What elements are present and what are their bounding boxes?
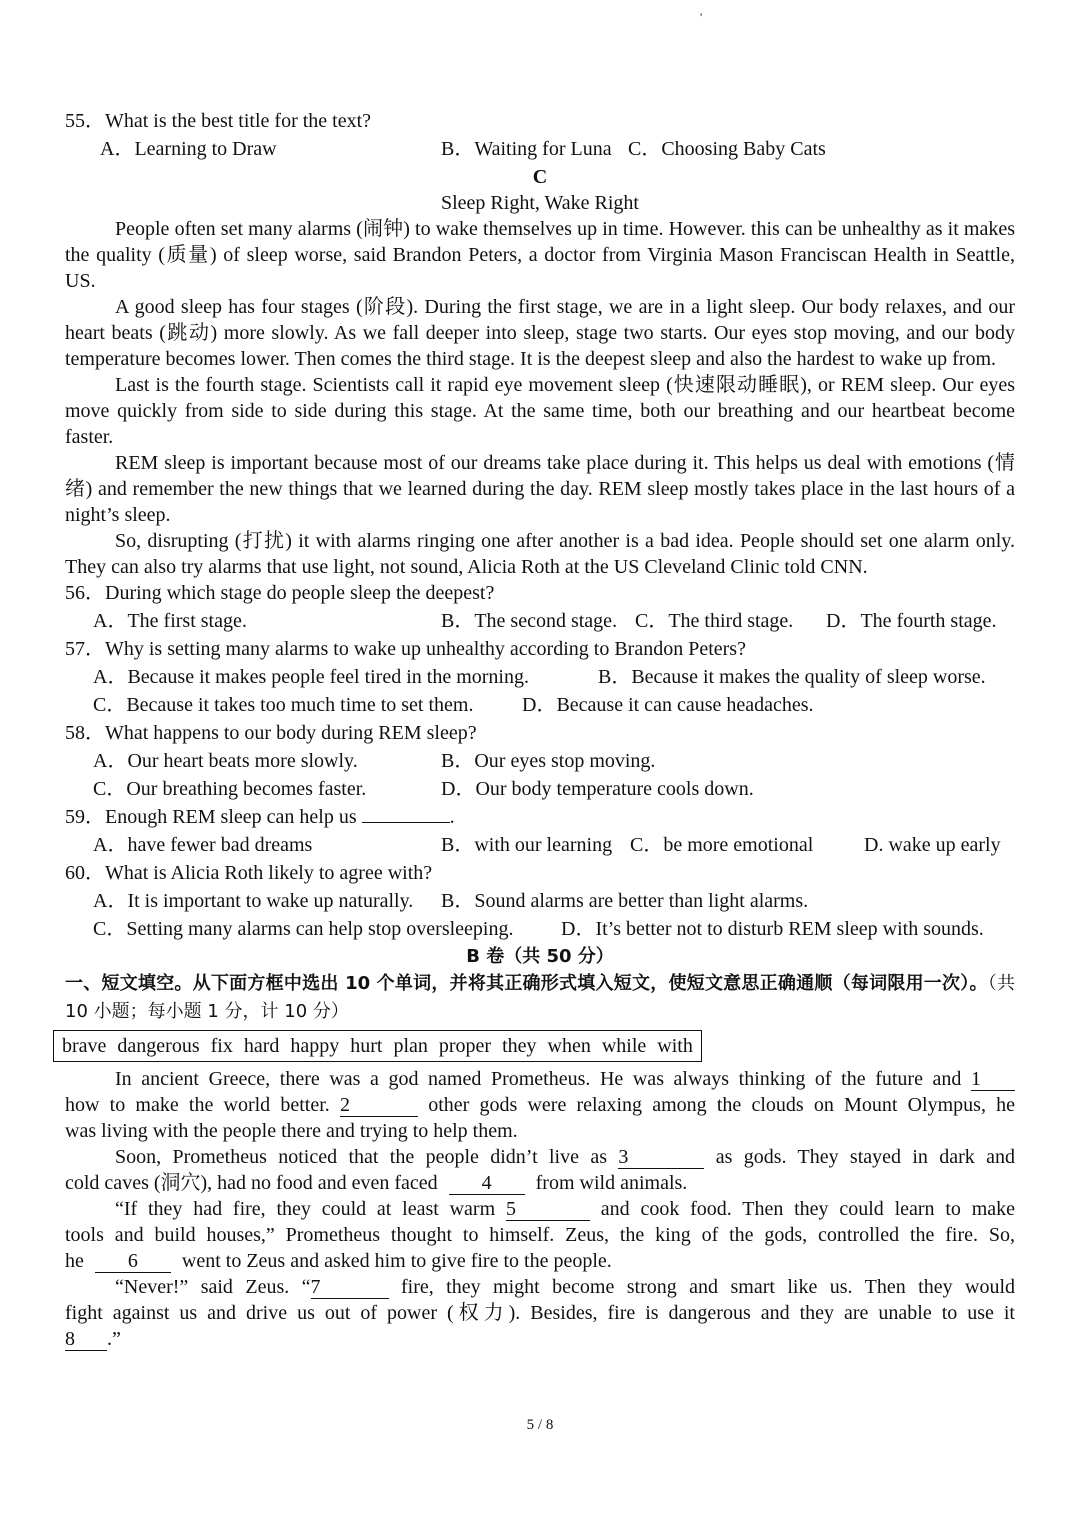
q55-option-b[interactable]: B．Waiting for Luna bbox=[441, 138, 612, 160]
q59-option-c[interactable]: C．be more emotional bbox=[630, 834, 814, 856]
cloze-line: was living with the people there and trying to help them. bbox=[65, 1120, 518, 1142]
cloze-line: tools and build houses,” Prometheus thought to himself. Zeus, the king of the gods, controlled the fire. So, bbox=[65, 1224, 1015, 1246]
q60-option-a[interactable]: A．It is important to wake up naturally. bbox=[93, 890, 414, 912]
cloze-text: went to Zeus and asked him to give fire to the people. bbox=[181, 1250, 612, 1272]
q55-option-c[interactable]: C．Choosing Baby Cats bbox=[628, 138, 826, 160]
q58-option-d[interactable]: D．Our body temperature cools down. bbox=[441, 778, 754, 800]
cloze-line bbox=[65, 1326, 1015, 1352]
instruction-score: （共 10 小题；每小题 1 分，计 10 分） bbox=[65, 973, 1016, 1022]
cloze-text: how to make the world better. bbox=[65, 1094, 330, 1116]
q58-stem: 58．What happens to our body during REM sleep? bbox=[65, 722, 477, 744]
q58-option-b[interactable]: B．Our eyes stop moving. bbox=[441, 750, 656, 772]
exam-page bbox=[62, 108, 1016, 1352]
q55-options bbox=[65, 136, 1015, 164]
q59-option-a[interactable]: A．have fewer bad dreams bbox=[93, 834, 313, 856]
q60-options-row2 bbox=[65, 916, 1015, 944]
q59-stem-text: 59．Enough REM sleep can help us bbox=[65, 806, 357, 828]
passage-title: Sleep Right, Wake Right bbox=[440, 192, 639, 214]
cloze-blank-6[interactable]: 6 bbox=[95, 1250, 171, 1273]
cloze-blank-3[interactable]: 3 bbox=[618, 1146, 704, 1169]
instruction-bold: 一、短文填空。从下面方框中选出 10 个单词，并将其正确形式填入短文，使短文意思正确通顺（每词限用一次）。 bbox=[65, 973, 988, 994]
cloze-text: he bbox=[65, 1250, 84, 1272]
q60-option-b[interactable]: B．Sound alarms are better than light alarms. bbox=[441, 890, 809, 912]
cloze-text: Soon, Prometheus noticed that the people didn’t live as bbox=[115, 1146, 607, 1168]
cloze-blank-5[interactable]: 5 bbox=[506, 1198, 590, 1221]
passage-paragraph: A good sleep has four stages (阶段). During the first stage, we are in a light sleep. Our body relaxes, and our heart beats (跳动) more slowly. As we fall deeper into sleep, stage two starts. Our eyes stop moving, and our body temperature becomes lower. Then comes the third stage. It is the deepest sleep and also the hardest to wake up from. bbox=[65, 296, 1015, 370]
cloze-line bbox=[65, 1248, 1015, 1274]
q59-option-d[interactable]: D. wake up early bbox=[864, 834, 1001, 856]
stray-mark: ' bbox=[700, 10, 703, 24]
q60-option-c[interactable]: C．Setting many alarms can help stop oversleeping. bbox=[93, 918, 514, 940]
cloze-line bbox=[65, 1092, 1015, 1118]
cloze-text: “If they had fire, they could at least warm bbox=[115, 1198, 496, 1220]
q60-option-d[interactable]: D．It’s better not to disturb REM sleep with sounds. bbox=[561, 918, 984, 940]
passage-c-body bbox=[65, 216, 1015, 580]
cloze-text: cold caves (洞穴), had no food and even faced bbox=[65, 1172, 438, 1194]
cloze-blank-1[interactable]: 1 bbox=[971, 1068, 1015, 1091]
part-b-instruction bbox=[65, 970, 1015, 1026]
q58-options-row2 bbox=[65, 776, 1015, 804]
cloze-line bbox=[65, 1170, 1015, 1196]
cloze-text: from wild animals. bbox=[535, 1172, 688, 1194]
cloze-text: .” bbox=[107, 1328, 121, 1350]
q59-options bbox=[65, 832, 1015, 860]
cloze-text: other gods were relaxing among the clouds on Mount Olympus, he bbox=[428, 1094, 1016, 1116]
cloze-blank-2[interactable]: 2 bbox=[340, 1094, 418, 1117]
q56-option-a[interactable]: A．The first stage. bbox=[93, 610, 247, 632]
q55-stem: 55．What is the best title for the text? bbox=[65, 110, 372, 132]
word-box-row bbox=[62, 1026, 1015, 1066]
q57-stem: 57．Why is setting many alarms to wake up unhealthy according to Brandon Peters? bbox=[65, 638, 746, 660]
q56-options bbox=[65, 608, 1015, 636]
word-box: brave dangerous fix hard happy hurt plan proper they when while with bbox=[53, 1030, 702, 1062]
passage-paragraph: So, disrupting (打扰) it with alarms ringing one after another is a bad idea. People should set one alarm only. They can also try alarms that use light, not sound, Alicia Roth at the US Cleveland Clinic told CNN. bbox=[65, 530, 1015, 578]
q57-options-row2 bbox=[65, 692, 1015, 720]
cloze-text: “Never!” said Zeus. “ bbox=[115, 1276, 311, 1298]
q57-options-row1 bbox=[65, 664, 1015, 692]
cloze-text: fire, they might become strong and smart like us. Then they would bbox=[400, 1276, 1016, 1298]
cloze-passage bbox=[65, 1066, 1015, 1352]
q57-option-b[interactable]: B．Because it makes the quality of sleep worse. bbox=[598, 666, 986, 688]
q59-option-b[interactable]: B．with our learning bbox=[441, 834, 613, 856]
page-number: 5 / 8 bbox=[526, 1417, 554, 1433]
q60-stem: 60．What is Alicia Roth likely to agree with? bbox=[65, 862, 433, 884]
cloze-blank-4[interactable]: 4 bbox=[449, 1172, 525, 1195]
cloze-text: In ancient Greece, there was a god named Prometheus. He was always thinking of the future and bbox=[115, 1068, 962, 1090]
q59-stem-end: . bbox=[449, 806, 455, 828]
cloze-text: as gods. They stayed in dark and bbox=[715, 1146, 1016, 1168]
passage-paragraph: Last is the fourth stage. Scientists call it rapid eye movement sleep (快速限动睡眠), or REM sleep. Our eyes move quickly from side to side during this stage. At the same time, both our breathing and our heartbeat become faster. bbox=[65, 374, 1015, 448]
q58-option-c[interactable]: C．Our breathing becomes faster. bbox=[93, 778, 367, 800]
q58-options-row1 bbox=[65, 748, 1015, 776]
cloze-line bbox=[65, 1196, 1015, 1222]
q56-option-d[interactable]: D．The fourth stage. bbox=[826, 610, 997, 632]
q56-option-b[interactable]: B．The second stage. bbox=[441, 610, 618, 632]
cloze-line bbox=[65, 1066, 1015, 1092]
q56-option-c[interactable]: C．The third stage. bbox=[635, 610, 794, 632]
passage-paragraph: People often set many alarms (闹钟) to wake themselves up in time. However. this can be unhealthy as it makes the quality (质量) of sleep worse, said Brandon Peters, a doctor from Virginia Mason Franciscan Health in Seattle, US. bbox=[65, 218, 1015, 292]
q57-option-c[interactable]: C．Because it takes too much time to set them. bbox=[93, 694, 474, 716]
cloze-line bbox=[65, 1274, 1015, 1300]
q56-stem: 56．During which stage do people sleep the deepest? bbox=[65, 582, 495, 604]
cloze-line: fight against us and drive us out of power (权力). Besides, fire is dangerous and they are unable to use it bbox=[65, 1302, 1015, 1324]
q58-option-a[interactable]: A．Our heart beats more slowly. bbox=[93, 750, 358, 772]
q55-option-a[interactable]: A．Learning to Draw bbox=[100, 138, 277, 160]
q57-option-d[interactable]: D．Because it can cause headaches. bbox=[522, 694, 814, 716]
cloze-blank-8[interactable]: 8 bbox=[65, 1328, 107, 1351]
passage-letter: C bbox=[532, 166, 548, 188]
cloze-line bbox=[65, 1144, 1015, 1170]
q57-option-a[interactable]: A．Because it makes people feel tired in the morning. bbox=[93, 666, 529, 688]
q60-options-row1 bbox=[65, 888, 1015, 916]
q59-stem bbox=[65, 804, 1015, 832]
part-b-heading: B 卷（共 50 分） bbox=[466, 946, 614, 967]
passage-paragraph: REM sleep is important because most of our dreams take place during it. This helps us deal with emotions (情绪) and remember the new things that we learned during the day. REM sleep mostly takes place in the last hours of a night’s sleep. bbox=[65, 452, 1015, 526]
cloze-text: and cook food. Then they could learn to make bbox=[600, 1198, 1016, 1220]
cloze-blank-7[interactable]: 7 bbox=[311, 1276, 389, 1299]
q59-blank[interactable] bbox=[362, 822, 450, 823]
